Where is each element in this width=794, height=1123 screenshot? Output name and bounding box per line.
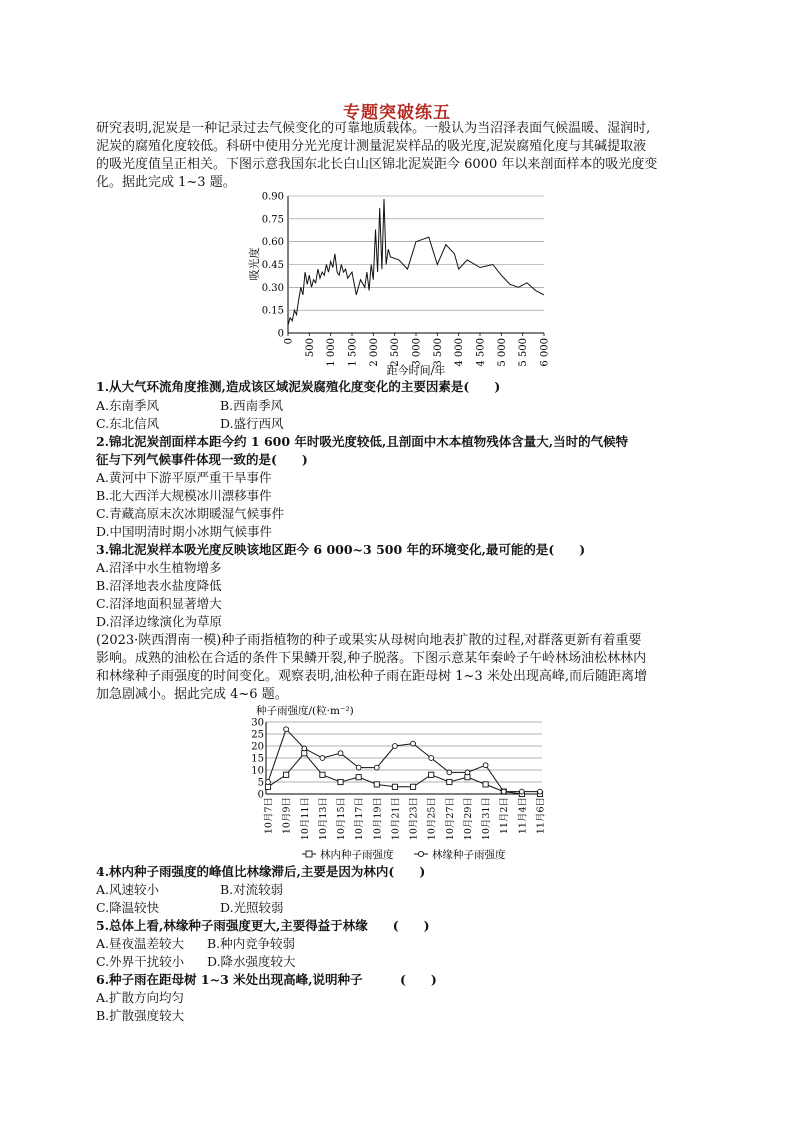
legend-forest-edge: 林缘种子雨强度 [432,849,506,861]
forest-edge-point [447,770,452,775]
forest-edge-point [338,751,343,756]
question-6-option-b[interactable]: B.扩散强度较大 [96,1008,185,1023]
y-axis-label: 种子雨强度/(粒·m⁻²) [256,705,354,717]
forest-edge-point [302,746,307,751]
forest-edge-point [356,765,361,770]
y-tick-label: 0.75 [261,214,284,226]
x-tick-label: 10月21日 [390,797,402,841]
legend-inside-forest: 林内种子雨强度 [320,849,394,861]
x-tick-label: 4 000 [454,338,466,367]
y-tick-label: 5 [257,777,264,789]
y-tick-label: 30 [251,717,264,729]
question-4-option-c[interactable]: C.降温较快 [96,900,160,915]
forest-edge-point [320,756,325,761]
x-tick-label: 10月9日 [281,797,293,835]
question-1-option-d[interactable]: D.盛行西风 [220,416,284,431]
x-tick-label: 10月7日 [263,797,275,835]
x-tick-label: 0 [283,338,295,345]
y-tick-label: 0.45 [261,260,284,271]
page-title: 专题突破练五 [343,103,451,123]
x-tick-label: 10月13日 [317,797,329,841]
inside-forest-point [429,772,434,777]
question-2-stem-line-1: 2.锦北泥炭剖面样本距今约 1 600 年时吸光度较低,且剖面中木本植物残体含量大,当时的气候特 [96,434,629,449]
intro-line: (2023·陕西渭南一模)种子雨指植物的种子或果实从母树向地表扩散的过程,对群落更新有着重要 [96,633,642,648]
inside-forest-series-line [268,753,540,794]
intro-passage-2 [96,632,706,704]
inside-forest-point [284,772,289,777]
inside-forest-point [338,779,343,784]
absorbance-chart [240,188,560,380]
question-2-option-c[interactable]: C.青藏高原末次冰期暖湿气候事件 [96,506,285,521]
y-tick-label: 15 [251,753,264,765]
y-tick-label: 20 [251,741,264,753]
question-1-stem: 1.从大气环流角度推测,造成该区域泥炭腐殖化度变化的主要因素是( ) [96,379,501,394]
intro-line: 泥炭的腐殖化度较低。科研中使用分光光度计测量泥炭样品的吸光度,泥炭腐殖化度与其碱提取液 [96,139,647,154]
question-3-option-c[interactable]: C.沼泽地面积显著增大 [96,596,222,611]
forest-edge-point [284,727,289,732]
x-tick-label: 10月29日 [462,797,474,841]
inside-forest-point [320,772,325,777]
question-3-stem: 3.锦北泥炭样本吸光度反映该地区距今 6 000~3 500 年的环境变化,最可能的是( ) [96,542,586,557]
y-tick-label: 0 [277,328,284,340]
question-5-option-c[interactable]: C.外界干扰较小 [96,954,185,969]
inside-forest-point [483,782,488,787]
question-6-option-a[interactable]: A.扩散方向均匀 [96,990,185,1005]
question-1-option-b[interactable]: B.西南季风 [220,398,284,413]
question-4-stem: 4.林内种子雨强度的峰值比林缘滞后,主要是因为林内( ) [96,864,426,879]
x-tick-label: 11月4日 [517,797,529,835]
x-tick-label: 3 500 [432,338,444,367]
x-tick-label: 10月11日 [299,797,311,841]
legend-square-marker-icon [306,851,312,857]
x-tick-label: 5 000 [496,338,508,367]
question-3-option-d[interactable]: D.沼泽边缘演化为草原 [96,614,223,629]
question-5-option-d[interactable]: D.降水强度较大 [207,954,296,969]
question-6-stem: 6.种子雨在距母树 1~3 米处出现高峰,说明种子 ( ) [96,972,437,987]
forest-edge-point [429,756,434,761]
inside-forest-point [410,784,415,789]
x-tick-label: 11月2日 [499,797,511,835]
inside-forest-point [392,784,397,789]
y-tick-label: 0.15 [261,305,284,317]
question-4-option-a[interactable]: A.风速较小 [96,882,160,897]
x-tick-label: 1 500 [347,338,359,367]
forest-edge-point [393,744,398,749]
question-5-option-a[interactable]: A.昼夜温差较大 [96,936,185,951]
inside-forest-point [302,751,307,756]
intro-passage-1 [96,120,706,192]
intro-line: 化。据此完成 1~3 题。 [96,175,236,190]
forest-edge-point [538,789,543,794]
y-tick-label: 0 [257,789,264,801]
absorbance-series-line [288,199,544,325]
question-5-stem: 5.总体上看,林缘种子雨强度更大,主要得益于林缘 ( ) [96,918,430,933]
intro-line: 的吸光度值呈正相关。下图示意我国东北长白山区锦北泥炭距今 6000 年以来剖面样本的吸光度变 [96,157,658,172]
x-tick-label: 2 000 [368,338,380,367]
x-tick-label: 6 000 [539,338,551,367]
forest-edge-point [411,741,416,746]
intro-line: 研究表明,泥炭是一种记录过去气候变化的可靠地质载体。一般认为当沼泽表面气候温暖、湿润时, [96,121,651,136]
y-tick-label: 0.90 [261,191,284,203]
x-axis-label: 距今时间/年 [386,364,446,377]
intro-line: 和林缘种子雨强度的时间变化。观察表明,油松种子雨在距母树 1~3 米处出现高峰,而后随距离增 [96,669,647,684]
forest-edge-point [501,789,506,794]
inside-forest-point [465,775,470,780]
intro-line: 影响。成熟的油松在合适的条件下果鳞开裂,种子脱落。下图示意某年秦岭子午岭林场油松林林内 [96,651,647,666]
x-tick-label: 4 500 [475,338,487,367]
x-tick-label: 10月15日 [336,797,348,841]
question-5-option-b[interactable]: B.种内竞争较弱 [207,936,296,951]
question-1-option-c[interactable]: C.东北信风 [96,416,160,431]
x-tick-label: 3 000 [411,338,423,367]
y-tick-label: 0.60 [261,237,284,249]
legend-circle-marker-icon [418,851,423,856]
forest-edge-point [483,763,488,768]
y-tick-label: 25 [251,729,264,741]
forest-edge-point [465,770,470,775]
forest-edge-point [266,780,271,785]
y-axis-label: 吸光度 [248,247,261,281]
question-3-option-b[interactable]: B.沼泽地表水盐度降低 [96,578,222,593]
question-2-option-b[interactable]: B.北大西洋大规模冰川漂移事件 [96,488,272,503]
x-tick-label: 11月6日 [535,797,547,835]
question-3-option-a[interactable]: A.沼泽中水生植物增多 [96,560,222,575]
x-tick-label: 10月17日 [354,797,366,841]
x-tick-label: 1 000 [326,338,338,367]
forest-edge-point [374,765,379,770]
question-2-stem-line-2: 征与下列气候事件体现一致的是( ) [96,452,308,467]
x-tick-label: 10月23日 [408,797,420,841]
legend [302,848,506,861]
question-4-option-b[interactable]: B.对流较弱 [220,882,284,897]
intro-line: 加急剧减小。据此完成 4~6 题。 [96,687,288,702]
y-tick-label: 0.30 [261,282,284,294]
y-tick-label: 10 [251,765,264,777]
seed-rain-chart [240,702,570,866]
question-4-option-d[interactable]: D.光照较弱 [220,900,284,915]
inside-forest-point [374,782,379,787]
inside-forest-point [265,784,270,789]
inside-forest-point [447,779,452,784]
forest-edge-point [519,789,524,794]
x-tick-label: 10月25日 [426,797,438,841]
question-2-option-a[interactable]: A.黄河中下游平原严重干旱事件 [96,470,272,485]
inside-forest-point [356,775,361,780]
question-1-option-a[interactable]: A.东南季风 [96,398,160,413]
x-tick-label: 10月19日 [372,797,384,841]
x-tick-label: 2 500 [390,338,402,367]
x-tick-label: 500 [304,338,316,358]
x-tick-label: 5 500 [518,338,530,367]
x-tick-label: 10月31日 [481,797,493,841]
x-tick-label: 10月27日 [444,797,456,841]
question-2-option-d[interactable]: D.中国明清时期小冰期气候事件 [96,524,273,539]
